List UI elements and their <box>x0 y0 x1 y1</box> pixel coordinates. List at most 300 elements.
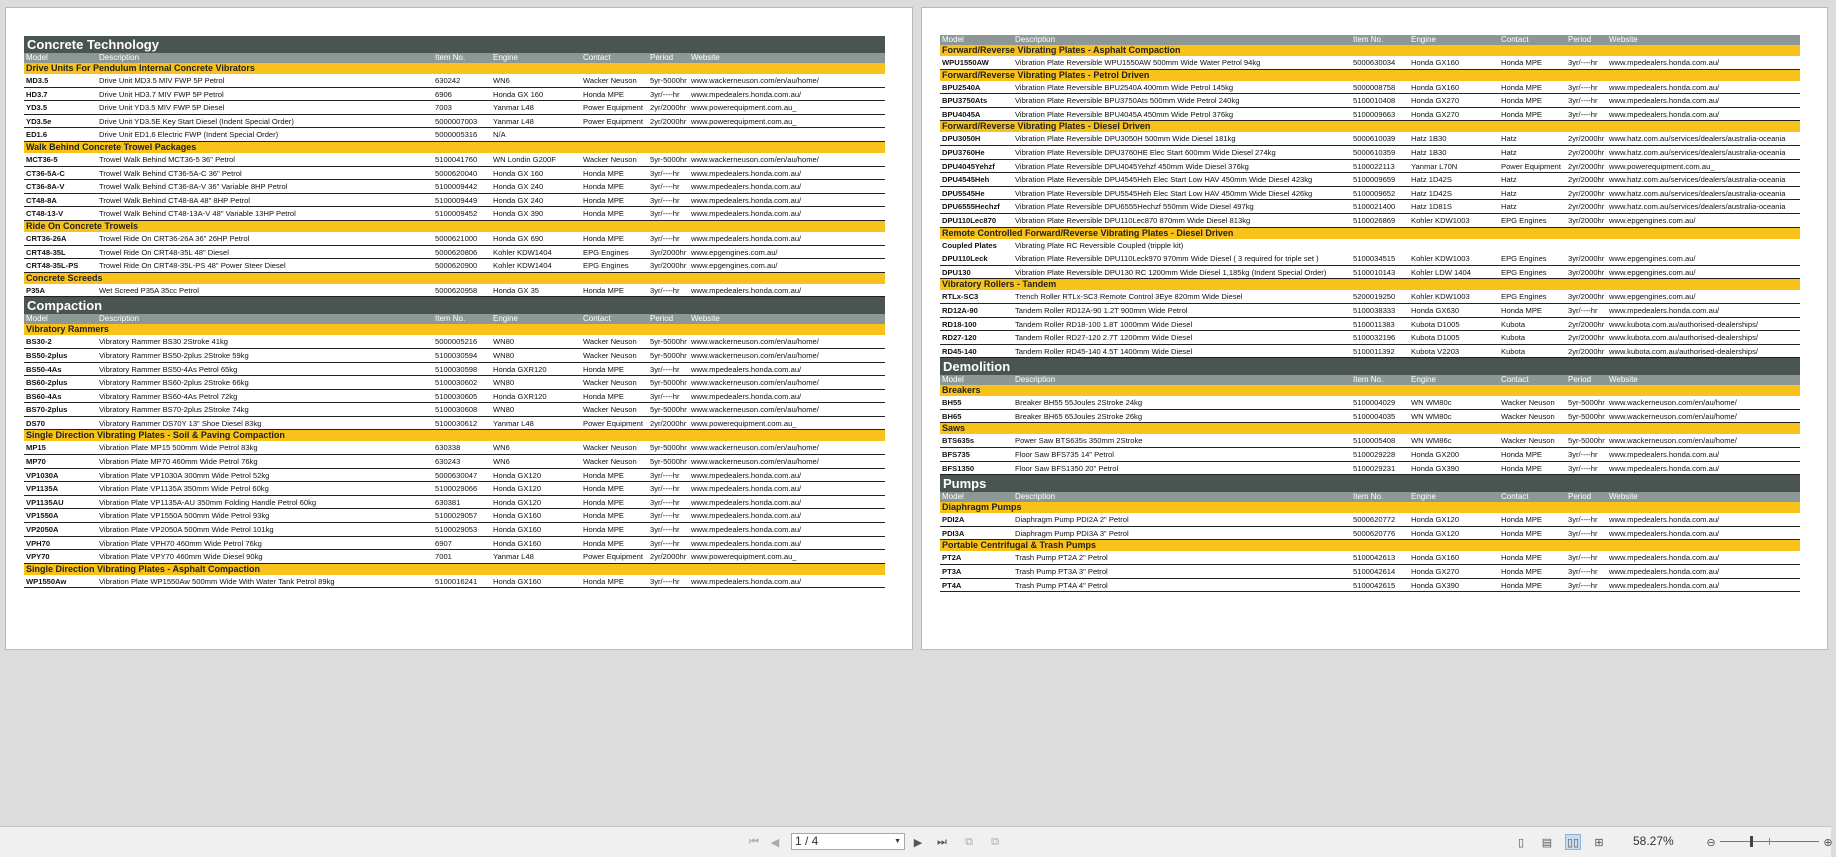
cell-desc: Vibration Plate VPH70 460mm Wide Petrol 76kg <box>99 538 262 548</box>
cell-web: www.kubota.com.au/authorised-dealerships/ <box>1609 319 1759 329</box>
cell-eng: Hatz 1D42S <box>1411 188 1452 198</box>
single-page-view-icon[interactable]: ▯ <box>1517 836 1525 849</box>
cell-model: VP1030A <box>26 470 59 480</box>
cell-web: www.mpedealers.honda.com.au/ <box>691 233 802 243</box>
cell-per: 5yr-5000hr <box>650 405 687 415</box>
cell-per: 2yr/2000hr <box>650 552 687 562</box>
cell-cont: Honda MPE <box>583 364 624 374</box>
next-page-icon[interactable]: ▶ <box>913 836 923 849</box>
cell-cont: Wacker Neuson <box>1501 411 1555 421</box>
cell-cont: Honda MPE <box>583 233 624 243</box>
cell-per: 3yr/----hr <box>1568 463 1598 473</box>
cell-per: 3yr/----hr <box>650 538 680 548</box>
cell-item: 6907 <box>435 538 452 548</box>
cell-item: 5100005408 <box>1353 436 1396 446</box>
table-row <box>24 194 885 208</box>
cell-web: www.epgengines.com.au/ <box>1609 215 1696 225</box>
cell-eng: WN6 <box>493 443 510 453</box>
cell-per: 2yr/2000hr <box>1568 188 1605 198</box>
cell-desc: Vibratory Rammer BS50-2plus 2Stroke 59kg <box>99 350 249 360</box>
column-header-item: Item No. <box>1353 492 1384 502</box>
cell-web: www.epgengines.com.au/ <box>1609 254 1696 264</box>
first-page-icon[interactable]: ⏮ <box>749 835 759 848</box>
cell-cont: Hatz <box>1501 188 1517 198</box>
column-header-row <box>24 53 885 63</box>
cell-web: www.wackerneuson.com/en/au/home/ <box>1609 411 1737 421</box>
column-header-item: Item No. <box>1353 375 1384 385</box>
cell-cont: Honda MPE <box>1501 58 1542 67</box>
cell-web: www.powerequipment.com.au_ <box>691 552 797 562</box>
cell-model: PT3A <box>942 567 962 577</box>
cell-cont: Honda MPE <box>583 497 624 507</box>
cell-cont: EPG Engines <box>583 247 629 257</box>
cell-desc: Vibration Plate MP15 500mm Wide Petrol 83kg <box>99 443 258 453</box>
cell-model: RD12A-90 <box>942 305 978 315</box>
cell-per: 3yr/----hr <box>650 525 680 535</box>
document-page-1 <box>5 7 913 650</box>
cell-item: 5100009442 <box>435 182 478 192</box>
zoom-in-icon[interactable]: ⊕ <box>1823 836 1833 849</box>
cell-item: 7001 <box>435 552 452 562</box>
cell-model: Coupled Plates <box>942 240 997 250</box>
cell-model: RD45-140 <box>942 346 977 356</box>
column-header-desc: Description <box>1015 492 1056 502</box>
table-row <box>940 304 1800 318</box>
zoom-out-icon[interactable]: ⊖ <box>1706 836 1716 849</box>
cell-web: www.wackerneuson.com/en/au/home/ <box>1609 398 1737 408</box>
cell-desc: Vibration Plate Reversible DPU130 RC 1200mm Wide Diesel 1,185kg (Indent Special Order) <box>1015 267 1327 277</box>
cell-per: 3yr/----hr <box>650 470 680 480</box>
page-1-content <box>24 36 885 588</box>
cell-cont: EPG Engines <box>1501 292 1547 302</box>
table-row <box>24 523 885 537</box>
cell-model: PDI3A <box>942 528 965 538</box>
cell-model: DPU6555Hechzf <box>942 202 1000 212</box>
cell-eng: Honda GX270 <box>1411 567 1460 577</box>
zoom-slider-thumb[interactable] <box>1750 836 1753 847</box>
column-header-web: Website <box>1609 35 1638 44</box>
cell-model: BPU2540A <box>942 82 981 92</box>
column-header-eng: Engine <box>1411 375 1436 385</box>
cell-item: 5000610039 <box>1353 134 1396 144</box>
cell-desc: Vibration Plate Reversible BPU2540A 400mm Wide Petrol 145kg <box>1015 82 1234 92</box>
cell-model: PT2A <box>942 553 962 563</box>
column-header-cont: Contact <box>583 314 611 324</box>
cell-web: www.mpedealers.honda.com.au/ <box>691 89 802 99</box>
table-row <box>24 232 885 246</box>
table-row <box>940 252 1800 266</box>
column-header-per: Period <box>650 314 674 324</box>
page-2-content <box>940 35 1800 592</box>
cell-desc: Drive Unit HD3.7 MIV FWP 5P Petrol <box>99 89 224 99</box>
cell-cont: Wacker Neuson <box>583 76 637 85</box>
cell-model: RD18-100 <box>942 319 977 329</box>
table-row <box>940 146 1800 160</box>
cell-web: www.mpedealers.honda.com.au/ <box>691 182 802 192</box>
table-row <box>24 390 885 404</box>
continuous-view-icon[interactable]: ▤ <box>1541 836 1553 849</box>
column-header-eng: Engine <box>1411 492 1436 502</box>
cell-item: 5100030598 <box>435 364 478 374</box>
table-row <box>940 551 1800 565</box>
cell-per: 2yr/2000hr <box>650 116 687 126</box>
cell-cont: EPG Engines <box>1501 267 1547 277</box>
cell-per: 3yr/----hr <box>650 195 680 205</box>
cell-cont: Power Equipment <box>1501 161 1561 171</box>
cell-per: 2yr/2000hr <box>650 103 687 113</box>
cell-eng: Yanmar L48 <box>493 552 534 562</box>
cell-per: 3yr/----hr <box>650 285 680 295</box>
category-heading: Vibratory Rammers <box>24 324 885 335</box>
cell-model: ED1.6 <box>26 130 48 140</box>
cell-per: 3yr/----hr <box>1568 96 1598 106</box>
cell-web: www.wackerneuson.com/en/au/home/ <box>691 76 819 85</box>
cell-eng: Honda GX160 <box>493 576 542 586</box>
table-row <box>940 94 1800 108</box>
cell-eng: Honda GX270 <box>1411 96 1460 106</box>
zoom-level[interactable]: 58.27% <box>1633 834 1674 848</box>
cell-per: 3yr/2000hr <box>1568 254 1605 264</box>
category-heading: Remote Controlled Forward/Reverse Vibrating Plates - Diesel Driven <box>940 228 1800 239</box>
cell-eng: Kohler LDW 1404 <box>1411 267 1471 277</box>
cell-cont: Honda MPE <box>1501 528 1542 538</box>
cell-eng: Honda GX 390 <box>493 209 544 219</box>
cell-model: BH55 <box>942 398 962 408</box>
table-row <box>24 246 885 260</box>
cell-web: www.mpedealers.honda.com.au/ <box>1609 305 1720 315</box>
cell-eng: Honda GX390 <box>1411 580 1460 590</box>
cell-cont: Honda MPE <box>583 209 624 219</box>
cell-per: 2yr/2000hr <box>1568 134 1605 144</box>
cell-desc: Vibration Plate WP1550Aw 500mm Wide With Water Tank Petrol 89kg <box>99 576 335 586</box>
table-row <box>940 214 1800 228</box>
cell-web: www.epgengines.com.au/ <box>691 247 778 257</box>
table-row <box>940 239 1800 253</box>
table-row <box>24 335 885 349</box>
cell-web: www.mpedealers.honda.com.au/ <box>1609 463 1720 473</box>
cell-eng: Honda GX160 <box>1411 82 1460 92</box>
table-row <box>24 455 885 469</box>
cell-item: 5000621000 <box>435 233 478 243</box>
prev-page-icon[interactable]: ◀ <box>770 836 780 849</box>
category-heading: Forward/Reverse Vibrating Plates - Asphalt Compaction <box>940 45 1800 56</box>
cell-model: BFS1350 <box>942 463 975 473</box>
cell-cont: Wacker Neuson <box>583 154 637 164</box>
cell-desc: Power Saw BTS635s 350mm 2Stroke <box>1015 436 1143 446</box>
cell-model: VP1135AU <box>26 497 64 507</box>
cell-desc: Vibration Plate Reversible DPU3050H 500mm Wide Diesel 181kg <box>1015 134 1236 144</box>
cell-desc: Vibration Plate Reversible WPU1550AW 500mm Wide Water Petrol 94kg <box>1015 58 1261 67</box>
cell-desc: Vibration Plate Reversible BPU3750Ats 500mm Wide Petrol 240kg <box>1015 96 1240 106</box>
cell-desc: Trowel Ride On CRT48-35L 48" Diesel <box>99 247 229 257</box>
cell-item: 5100010408 <box>1353 96 1396 106</box>
cell-web: www.mpedealers.honda.com.au/ <box>691 364 802 374</box>
cell-web: www.epgengines.com.au/ <box>1609 292 1696 302</box>
table-row <box>24 537 885 551</box>
table-row <box>24 180 885 194</box>
table-row <box>24 575 885 589</box>
insert-page-icon[interactable]: ⧉ <box>965 835 973 848</box>
category-heading: Ride On Concrete Trowels <box>24 221 885 232</box>
cell-web: www.mpedealers.honda.com.au/ <box>691 484 802 494</box>
cell-model: MP70 <box>26 457 46 467</box>
cell-cont: Wacker Neuson <box>583 457 637 467</box>
column-header-item: Item No. <box>435 314 466 324</box>
table-row <box>940 173 1800 187</box>
cell-desc: Vibratory Rammer BS30 2Stroke 41kg <box>99 337 229 347</box>
book-view-icon[interactable]: ⊞ <box>1594 836 1604 849</box>
cell-eng: Honda GX 160 <box>493 168 544 178</box>
cell-desc: Diaphragm Pump PDI2A 2" Petrol <box>1015 515 1129 525</box>
cell-web: www.wackerneuson.com/en/au/home/ <box>691 443 819 453</box>
cell-desc: Vibratory Rammer BS50-4As Petrol 65kg <box>99 364 238 374</box>
cell-model: WPU1550AW <box>942 58 989 67</box>
cell-desc: Vibration Plate Reversible DPU4545Heh Elec Start Low HAV 450mm Wide Diesel 423kg <box>1015 175 1313 185</box>
cell-desc: Trash Pump PT3A 3" Petrol <box>1015 567 1108 577</box>
category-heading: Walk Behind Concrete Trowel Packages <box>24 142 885 153</box>
cell-cont <box>1501 239 1568 253</box>
column-header-desc: Description <box>1015 375 1056 385</box>
last-page-icon[interactable]: ⏭ <box>937 835 947 848</box>
table-row <box>940 187 1800 201</box>
cell-eng: Hatz 1B30 <box>1411 147 1447 157</box>
cell-desc: Trowel Walk Behind MCT36-5 36" Petrol <box>99 154 235 164</box>
cell-desc: Vibration Plate Reversible DPU4045Yehzf 450mm Wide Diesel 376kg <box>1015 161 1249 171</box>
cell-per: 5yr-5000hr <box>1568 436 1605 446</box>
cell-web: www.mpedealers.honda.com.au/ <box>691 209 802 219</box>
cell-desc: Vibratory Rammer BS60-2plus 2Stroke 66kg <box>99 378 249 388</box>
cell-eng: Kubota D1005 <box>1411 319 1460 329</box>
cell-model: CT48-13-V <box>26 209 64 219</box>
cell-desc: Vibration Plate MP70 460mm Wide Petrol 76kg <box>99 457 258 467</box>
section-title: Demolition <box>940 358 1800 375</box>
cell-per: 5yr-5000hr <box>650 457 687 467</box>
two-page-view-icon[interactable]: ▯▯ <box>1565 834 1581 850</box>
cell-item: 5000630047 <box>435 470 478 480</box>
table-row <box>940 410 1800 424</box>
cell-desc: Floor Saw BFS1350 20" Petrol <box>1015 463 1119 473</box>
cell-eng: Honda GX390 <box>1411 463 1460 473</box>
cell-desc: Vibration Plate VP1550A 500mm Wide Petrol 93kg <box>99 511 270 521</box>
cell-web: www.mpedealers.honda.com.au/ <box>1609 553 1720 563</box>
cell-eng: Honda GX120 <box>493 470 542 480</box>
cell-eng: WN WM86c <box>1411 436 1452 446</box>
table-row <box>940 345 1800 359</box>
cell-per: 3yr/----hr <box>650 209 680 219</box>
cell-eng: Kohler KDW1003 <box>1411 215 1470 225</box>
cell-item: 5200019250 <box>1353 292 1396 302</box>
cell-per: 3yr/----hr <box>1568 305 1598 315</box>
cell-cont <box>583 128 650 141</box>
table-row <box>24 403 885 417</box>
cell-item: 5000005316 <box>435 130 478 140</box>
category-heading: Forward/Reverse Vibrating Plates - Diesel Driven <box>940 121 1800 132</box>
cell-web: www.mpedealers.honda.com.au/ <box>1609 96 1720 106</box>
cell-item: 5100029231 <box>1353 463 1396 473</box>
table-row <box>940 579 1800 593</box>
cell-item: 5100030605 <box>435 391 478 401</box>
column-header-desc: Description <box>1015 35 1056 44</box>
cell-desc: Drive Unit YD3.5 MIV FWP 5P Diesel <box>99 103 225 113</box>
cell-model: P35A <box>26 285 45 295</box>
table-row <box>940 331 1800 345</box>
cell-item: 5000620806 <box>435 247 478 257</box>
cell-model: WP1550Aw <box>26 576 67 586</box>
cell-cont: Honda MPE <box>583 470 624 480</box>
cell-eng: Hatz 1B30 <box>1411 134 1447 144</box>
cell-item: 5100041760 <box>435 154 478 164</box>
cell-item: 7003 <box>435 103 452 113</box>
cell-item: 5100011392 <box>1353 346 1395 356</box>
cell-item: 5100009449 <box>435 195 478 205</box>
cell-eng: Honda GX 35 <box>493 285 540 295</box>
cell-model: BTS635s <box>942 436 975 446</box>
column-header-per: Period <box>1568 492 1592 502</box>
cell-item: 5000620776 <box>1353 528 1396 538</box>
cell-web: www.wackerneuson.com/en/au/home/ <box>691 457 819 467</box>
cell-per: 3yr/2000hr <box>650 247 687 257</box>
cell-web: www.hatz.com.au/services/dealers/australia-oceania <box>1609 175 1786 185</box>
cell-eng: Honda GX120 <box>493 497 542 507</box>
cell-cont: Honda MPE <box>1501 109 1542 119</box>
cell-eng <box>1411 239 1501 253</box>
cell-desc: Vibration Plate Reversible DPU110Leck970 970mm Wide Diesel ( 3 required for triple set ) <box>1015 254 1319 264</box>
cell-cont: Hatz <box>1501 175 1517 185</box>
cell-per: 3yr/----hr <box>1568 109 1598 119</box>
column-header-cont: Contact <box>583 53 611 62</box>
column-header-eng: Engine <box>493 314 518 324</box>
column-header-desc: Description <box>99 314 140 324</box>
cell-item: 5100029057 <box>435 511 478 521</box>
table-row <box>940 132 1800 146</box>
cell-per: 3yr/----hr <box>650 168 680 178</box>
cell-web: www.powerequipment.com.au_ <box>1609 161 1715 171</box>
column-header-model: Model <box>26 314 48 324</box>
column-header-web: Website <box>691 53 720 62</box>
cell-desc: Tandem Roller RD27-120 2.7T 1200mm Wide Diesel <box>1015 333 1193 343</box>
cell-per <box>1568 239 1609 253</box>
cell-desc: Trash Pump PT2A 2" Petrol <box>1015 553 1108 563</box>
table-row <box>24 417 885 431</box>
cell-web: www.mpedealers.honda.com.au/ <box>691 538 802 548</box>
cell-eng: WN WM80c <box>1411 398 1452 408</box>
cell-web: www.wackerneuson.com/en/au/home/ <box>691 405 819 415</box>
cell-cont: Honda MPE <box>1501 96 1542 106</box>
cell-cont: Wacker Neuson <box>583 378 637 388</box>
table-row <box>24 153 885 167</box>
cell-cont: Kubota <box>1501 333 1526 343</box>
cell-eng: WN6 <box>493 457 510 467</box>
cell-model: BS70-2plus <box>26 405 68 415</box>
cell-cont: Wacker Neuson <box>583 443 637 453</box>
table-row <box>24 376 885 390</box>
cell-desc: Trash Pump PT4A 4" Petrol <box>1015 580 1108 590</box>
category-heading: Single Direction Vibrating Plates - Soil & Paving Compaction <box>24 430 885 441</box>
cell-cont: Honda MPE <box>583 511 624 521</box>
column-header-model: Model <box>942 492 964 502</box>
fit-page-icon[interactable]: ⧉ <box>991 835 999 848</box>
cell-eng: Kohler KDW1404 <box>493 261 552 271</box>
cell-per: 2yr/2000hr <box>650 418 687 428</box>
cell-per: 2yr/2000hr <box>1568 147 1605 157</box>
cell-eng: Hatz 1D42S <box>1411 175 1452 185</box>
table-row <box>24 441 885 455</box>
page-indicator: 1 / 4 <box>795 834 819 848</box>
table-row <box>940 462 1800 476</box>
cell-model: MP15 <box>26 443 46 453</box>
cell-model: CT36-8A-V <box>26 182 65 192</box>
cell-cont: Honda MPE <box>583 89 624 99</box>
cell-web: www.mpedealers.honda.com.au/ <box>1609 82 1720 92</box>
table-row <box>24 259 885 273</box>
column-header-web: Website <box>691 314 720 324</box>
column-header-per: Period <box>650 53 674 62</box>
cell-eng: Kohler KDW1003 <box>1411 292 1470 302</box>
cell-desc: Trowel Ride On CRT48-35L-PS 48" Power Steer Diesel <box>99 261 286 271</box>
column-header-row <box>940 492 1800 502</box>
cell-per <box>650 128 691 141</box>
cell-eng: N/A <box>493 130 506 140</box>
cell-item: 5100004035 <box>1353 411 1396 421</box>
cell-item: 5000008758 <box>1353 82 1396 92</box>
status-bar <box>0 826 1831 857</box>
cell-web: www.mpedealers.honda.com.au/ <box>691 525 802 535</box>
cell-model: CT36-5A-C <box>26 168 65 178</box>
cell-desc: Vibrating Plate RC Reversible Coupled (tripple kit) <box>1015 240 1184 250</box>
cell-eng: Yanmar L48 <box>493 116 534 126</box>
cell-item: 5100010143 <box>1353 267 1396 277</box>
cell-desc: Breaker BH55 55Joules 2Stroke 24kg <box>1015 398 1143 408</box>
cell-item: 5100009663 <box>1353 109 1396 119</box>
cell-item: 630338 <box>435 443 461 453</box>
category-heading: Vibratory Rollers - Tandem <box>940 279 1800 290</box>
cell-per: 3yr/----hr <box>650 576 680 586</box>
cell-cont: Honda MPE <box>1501 553 1542 563</box>
table-row <box>24 284 885 298</box>
zoom-slider[interactable] <box>1720 841 1819 842</box>
cell-desc: Vibration Plate Reversible DPU5545Heh Elec Start Low HAV 450mm Wide Diesel 426kg <box>1015 188 1313 198</box>
cell-web: www.mpedealers.honda.com.au/ <box>1609 515 1720 525</box>
cell-eng: Honda GX160 <box>493 538 542 548</box>
column-header-row <box>940 35 1800 45</box>
cell-cont: Honda MPE <box>583 182 624 192</box>
column-header-eng: Engine <box>493 53 518 62</box>
cell-model: VPY70 <box>26 552 50 562</box>
cell-eng: WN6 <box>493 76 510 85</box>
page-number-field[interactable] <box>791 833 905 850</box>
cell-eng: Honda GXR120 <box>493 391 547 401</box>
column-header-item: Item No. <box>435 53 466 62</box>
cell-eng: Honda GX160 <box>1411 58 1460 67</box>
cell-model: VPH70 <box>26 538 51 548</box>
cell-desc: Wet Screed P35A 35cc Petrol <box>99 285 199 295</box>
cell-desc: Trowel Walk Behind CT48-13A-V 48" Variable 13HP Petrol <box>99 209 296 219</box>
table-row <box>24 469 885 483</box>
cell-cont: Honda MPE <box>1501 82 1542 92</box>
cell-per: 3yr/----hr <box>650 484 680 494</box>
cell-eng: Kubota V2203 <box>1411 346 1460 356</box>
column-header-model: Model <box>26 53 48 62</box>
cell-item: 5100029053 <box>435 525 478 535</box>
cell-model: BS50-4As <box>26 364 62 374</box>
cell-eng: Honda GX630 <box>1411 305 1460 315</box>
cell-eng: Kohler KDW1404 <box>493 247 552 257</box>
column-header-eng: Engine <box>1411 35 1436 44</box>
cell-desc: Tandem Roller RD18-100 1.8T 1000mm Wide Diesel <box>1015 319 1193 329</box>
cell-web: www.mpedealers.honda.com.au/ <box>1609 58 1720 67</box>
category-heading: Saws <box>940 423 1800 434</box>
cell-per: 3yr/2000hr <box>1568 267 1605 277</box>
